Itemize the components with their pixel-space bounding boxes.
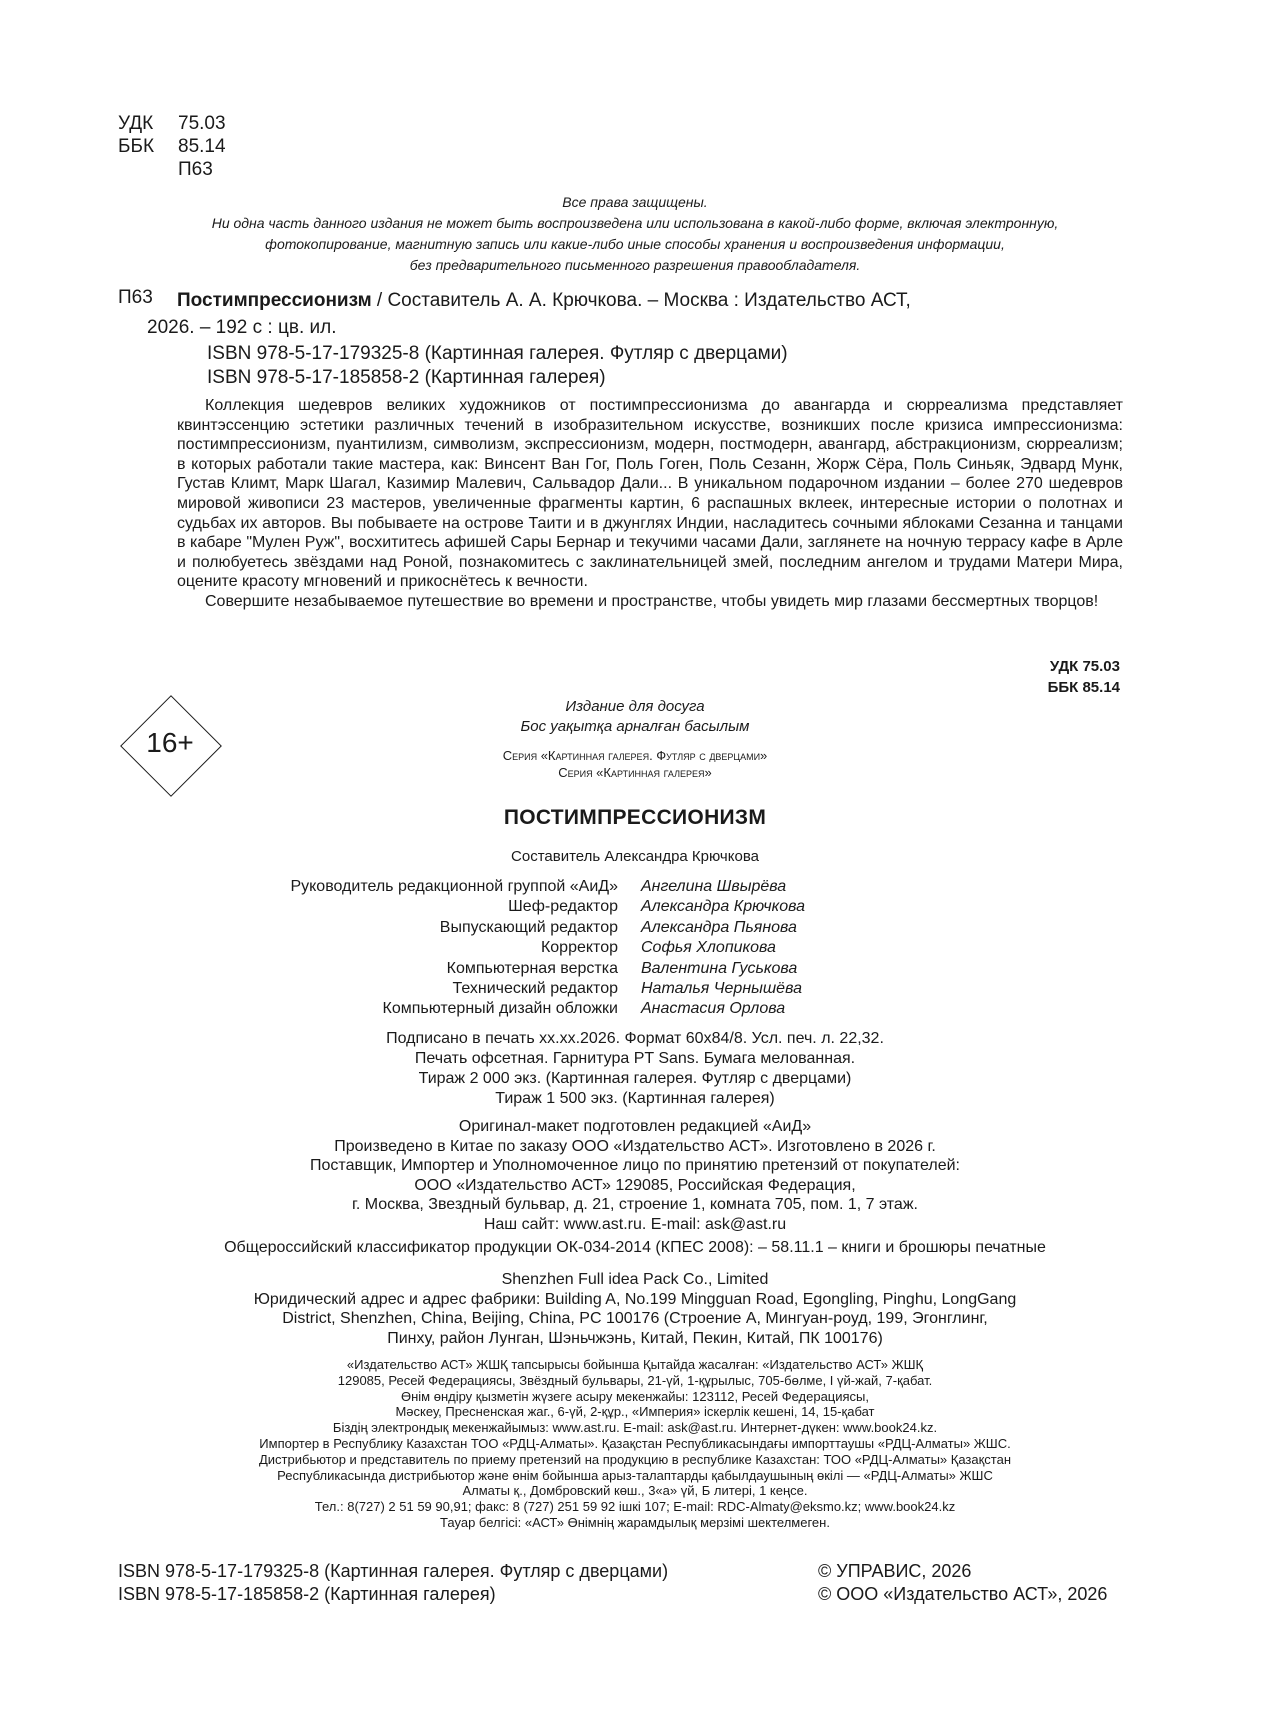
isbn-block-bottom (118, 1560, 668, 1606)
copyright-line: © УПРАВИС, 2026 (818, 1561, 972, 1581)
bibliographic-record (147, 287, 1121, 341)
rights-line: Все права защищены. (562, 194, 708, 210)
staff-role: Корректор (540, 939, 618, 957)
publisher-line: Произведено в Китае по заказу ООО «Издательство АСТ». Изготовлено в 2026 г. (334, 1137, 936, 1155)
udk-row (118, 112, 226, 135)
author-mark-value: П63 (178, 159, 213, 180)
staff-role: Компьютерная верстка (446, 959, 618, 977)
staff-row (150, 897, 1050, 917)
kz-line: Тауар белгісі: «АСТ» Өнімнің жарамдылық мерзімі шектелмеген. (440, 1514, 830, 1530)
isbn-line: ISBN 978-5-17-179325-8 (Картинная галерея. Футляр с дверцами) (118, 1561, 669, 1581)
staff-role: Шеф-редактор (508, 898, 618, 916)
publisher-line: Наш сайт: www.ast.ru. E-mail: ask@ast.ru (483, 1215, 787, 1233)
publisher-info (0, 1117, 1270, 1235)
udk-value: 75.03 (178, 113, 226, 134)
rights-line: Ни одна часть данного издания не может быть воспроизведена или использована в какой-либо форме, включая электронную, (211, 215, 1059, 231)
annotation-paragraph: Совершите незабываемое путешествие во времени и пространстве, чтобы увидеть мир глазами бессмертных творцов! (205, 592, 1099, 610)
staff-row (150, 999, 1050, 1019)
bib-line-2: 2026. – 192 с : цв. ил. (147, 317, 337, 338)
staff-row (150, 877, 1050, 897)
product-classifier: Общероссийский классификатор продукции ОК-034-2014 (КПЕС 2008): – 58.11.1 – книги и брошюры печатные (224, 1239, 1046, 1256)
manufacturer-line: Юридический адрес и адрес фабрики: Building A, No.199 Mingguan Road, Egongling, Pinghu, LongGang (253, 1290, 1017, 1308)
staff-role: Технический редактор (452, 980, 618, 998)
compiler: Составитель Александра Крючкова (511, 848, 759, 865)
bib-line-1 (177, 287, 1121, 314)
staff-person: Софья Хлопикова (641, 939, 776, 957)
print-info (0, 1029, 1270, 1109)
classification-block (118, 112, 226, 181)
staff-person: Александра Пьянова (641, 918, 797, 936)
annotation (177, 396, 1123, 612)
udk-right-line: УДК 75.03 (1049, 658, 1120, 675)
kz-line: Импортер в Республику Казахстан ТОО «РДЦ-Алматы». Қазақстан Республикасындағы импорттаушы «РДЦ-Алматы» ЖШС. (259, 1435, 1011, 1451)
rights-notice (170, 192, 1100, 276)
staff-person: Наталья Чернышёва (641, 980, 802, 998)
bbk-key: ББК (118, 136, 155, 157)
staff-person: Валентина Гуськова (641, 959, 798, 977)
bib-rest: / Составитель А. А. Крючкова. – Москва : Издательство АСТ, (371, 290, 911, 311)
staff-person: Александра Крючкова (641, 898, 806, 916)
kz-line: Республикасында дистрибьютор және өнім бойынша арыз-талаптарды қабылдаушының өкілі — «РДЦ-Алматы» ЖШС (277, 1467, 993, 1483)
publisher-line: Оригинал-макет подготовлен редакцией «АиД» (458, 1118, 812, 1135)
kz-line: «Издательство АСТ» ЖШҚ тапсырысы бойынша Қытайда жасалған: «Издательство АСТ» ЖШҚ (346, 1357, 924, 1372)
staff-role: Выпускающий редактор (439, 918, 618, 936)
author-mark-row (118, 158, 226, 181)
staff-person: Ангелина Швырёва (641, 878, 787, 895)
bbk-right-line: ББК 85.14 (1047, 679, 1120, 696)
manufacturer-info (0, 1270, 1270, 1348)
annotation-paragraph: Коллекция шедевров великих художников от постимпрессионизма до авангарда и сюрреализма представляет квинтэссенцию эстетики различных течений в изобразительном искусстве, возникших после кризиса импрессионизма: постимпрессионизм, пуантилизм, символизм, экспрессионизм, модерн, постмодерн, авангард, абстракционизм, сюрреализм; в которых работали такие мастера, как: Винсент Ван Гог, Поль Гоген, Поль Сезанн, Жорж Сёра, Поль Синьяк, Эдвард Мунк, Густав Климт, Марк Шагал, Казимир Малевич, Сальвадор Дали... В уникальном подарочном издании – более 270 шедевров мировой живописи 23 мастеров, увеличенные фрагменты картин, 6 распашных вклеек, интересные истории о полотнах и судьбах их авторов. Вы побываете на острове Таити и в джунглях Индии, насладитесь сочными яблоками Сезанна и танцами в кабаре "Мулен Руж", восхититесь афишей Сары Бернар и текучими часами Дали, заглянете на ночную террасу кафе в Арле и полюбуетесь звёздами над Роной, познакомитесь с заклинательницей змей, последним ангелом и трудами Матери Мира, оцените красоту мгновений и прикоснётесь к вечности. (177, 397, 1123, 591)
series-block (0, 747, 1270, 781)
copyright-block (818, 1560, 1107, 1606)
isbn-line: ISBN 978-5-17-185858-2 (Картинная галерея) (118, 1584, 496, 1604)
kz-line: Біздің электрондық мекенжайымыз: www.ast.ru. E-mail: ask@ast.ru. Интернет-дүкен: www.book24.kz. (332, 1420, 938, 1436)
udk-bbk-right (1048, 656, 1120, 698)
author-mark-key (118, 158, 178, 181)
bib-title: Постимпрессионизм (177, 290, 372, 311)
staff-row (150, 918, 1050, 938)
book-title: ПОСТИМПРЕССИОНИЗМ (503, 806, 767, 829)
staff-row (150, 938, 1050, 958)
kz-line: 129085, Ресей Федерациясы, Звёздный бульвары, 21-үй, 1-құрылыс, 705-бөлме, I үй-жай, 7-қабат. (337, 1372, 933, 1388)
staff-role: Компьютерный дизайн обложки (382, 1000, 618, 1018)
kz-line: Өнім өндіру қызметін жүзеге асыру мекенжайы: 123112, Ресей Федерациясы, (400, 1388, 870, 1404)
publisher-line: г. Москва, Звездный бульвар, д. 21, строение 1, комната 705, пом. 1, 7 этаж. (352, 1196, 918, 1214)
isbn-line: ISBN 978-5-17-179325-8 (Картинная галерея. Футляр с дверцами) (207, 343, 788, 364)
staff-list (150, 877, 1050, 1020)
staff-person: Анастасия Орлова (641, 1000, 786, 1018)
staff-row (150, 979, 1050, 999)
bbk-value: 85.14 (178, 136, 226, 157)
kz-line: Тел.: 8(727) 2 51 59 90,91; факс: 8 (727) 251 59 92 ішкі 107; E-mail: RDC-Almaty@eksmo.kz; www.book24.kz (314, 1499, 956, 1515)
staff-role: Руководитель редакционной группой «АиД» (290, 878, 618, 895)
print-info-line: Тираж 2 000 экз. (Картинная галерея. Футляр с дверцами) (418, 1070, 852, 1087)
staff-row (150, 959, 1050, 979)
kz-line: Дистрибьютор и представитель по приему претензий на продукцию в республике Казахстан: ТОО «РДЦ-Алматы» Қазақстан (258, 1451, 1012, 1467)
print-info-line: Подписано в печать хх.хх.2026. Формат 60x84/8. Усл. печ. л. 22,32. (386, 1030, 884, 1047)
rights-line: без предварительного письменного разрешения правообладателя. (409, 257, 861, 273)
manufacturer-line: Shenzhen Full idea Pack Co., Limited (501, 1271, 769, 1288)
age-rating-label: 16+ (146, 727, 194, 758)
kazakhstan-info (0, 1357, 1270, 1531)
leisure-notice (0, 697, 1270, 737)
kz-line: Мәскеу, Пресненская жаг., 6-үй, 2-құр., «Империя» іскерлік кешені, 14, 15-қабат (395, 1404, 875, 1420)
isbn-line: ISBN 978-5-17-185858-2 (Картинная галерея) (207, 367, 606, 388)
copyright-line: © ООО «Издательство АСТ», 2026 (818, 1584, 1108, 1604)
print-info-line: Печать офсетная. Гарнитура PT Sans. Бумага мелованная. (414, 1050, 856, 1067)
leisure-line: Бос уақытқа арналған басылым (520, 718, 750, 735)
manufacturer-line: District, Shenzhen, China, Beijing, China, PC 100176 (Строение А, Мингуан-роуд, 199, Эгонглинг, (282, 1310, 988, 1328)
series-line: Серия «Картинная галерея. Футляр с дверцами» (502, 748, 768, 763)
bib-code: П63 (118, 287, 153, 308)
series-line: Серия «Картинная галерея» (558, 765, 712, 780)
publisher-line: Поставщик, Импортер и Уполномоченное лицо по принятию претензий от покупателей: (310, 1157, 960, 1175)
manufacturer-line: Пинху, район Лунган, Шэньчжэнь, Китай, Пекин, Китай, ПК 100176) (387, 1329, 883, 1347)
rights-line: фотокопирование, магнитную запись или какие-либо иные способы хранения и воспроизведения информации, (265, 236, 1005, 252)
udk-key: УДК (118, 113, 154, 134)
kz-line: Алматы қ., Домбровский көш., 3«а» үй, Б литері, 1 кеңсе. (462, 1483, 808, 1499)
bbk-row (118, 135, 226, 158)
publisher-line: ООО «Издательство АСТ» 129085, Российская Федерация, (414, 1176, 856, 1194)
print-info-line: Тираж 1 500 экз. (Картинная галерея) (495, 1090, 775, 1107)
leisure-line: Издание для досуга (565, 698, 705, 715)
isbn-block-top (207, 342, 788, 390)
